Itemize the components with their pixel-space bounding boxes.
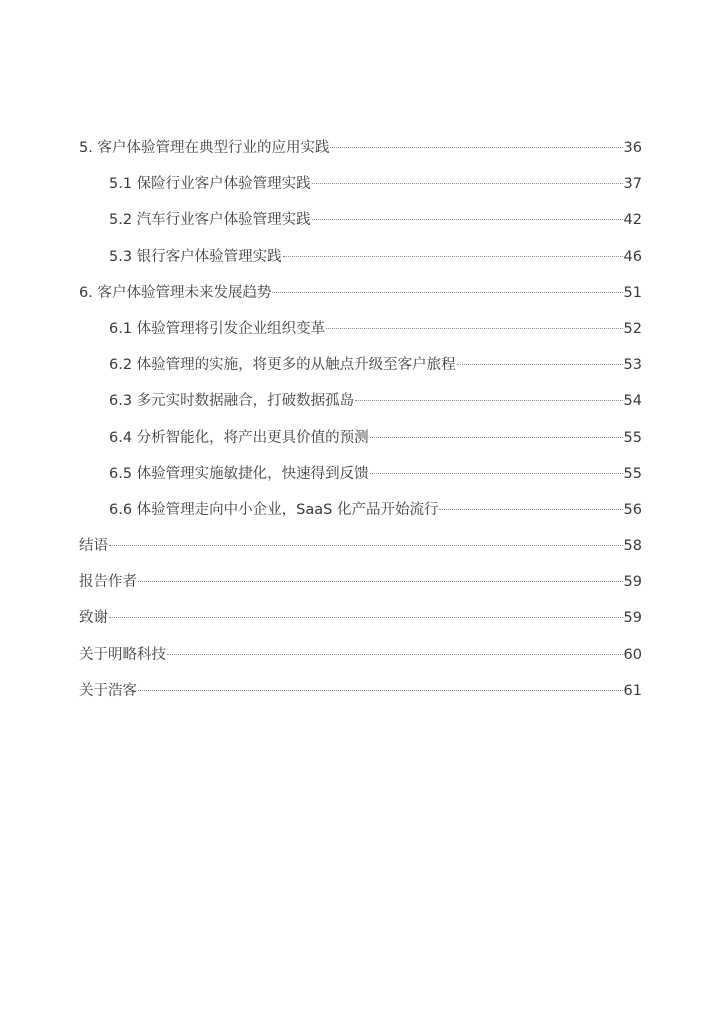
toc-entry-page: 58 xyxy=(623,538,642,555)
dot-leader xyxy=(326,328,622,329)
toc-entry-title: 6.2 体验管理的实施，将更多的从触点升级至客户旅程 xyxy=(109,357,456,374)
toc-entry-page: 52 xyxy=(623,320,642,337)
toc-entry-page: 60 xyxy=(623,646,642,663)
toc-entry-title: 5.2 汽车行业客户体验管理实践 xyxy=(109,212,311,229)
toc-entry-6-6[interactable] xyxy=(79,492,642,528)
dot-leader xyxy=(167,654,623,655)
toc-entry-title: 6.4 分析智能化，将产出更具价值的预测 xyxy=(109,429,369,446)
toc-entry-title: 致谢 xyxy=(79,610,108,627)
toc-entry-page: 55 xyxy=(623,429,642,446)
toc-entry-page: 59 xyxy=(623,574,642,591)
toc-entry-about-haoke[interactable] xyxy=(79,673,642,709)
dot-leader xyxy=(138,581,623,582)
dot-leader xyxy=(312,183,623,184)
dot-leader xyxy=(330,147,622,148)
toc-entry-about-minglue[interactable] xyxy=(79,637,642,673)
toc-entry-conclusion[interactable] xyxy=(79,528,642,564)
toc-entry-6-1[interactable] xyxy=(79,311,642,347)
dot-leader xyxy=(109,617,623,618)
toc-entry-acknowledgements[interactable] xyxy=(79,600,642,636)
dot-leader xyxy=(312,219,623,220)
toc-entry-title: 6.1 体验管理将引发企业组织变革 xyxy=(109,320,326,337)
toc-entry-title: 6.6 体验管理走向中小企业，SaaS 化产品开始流行 xyxy=(109,501,439,518)
toc-entry-title: 关于明略科技 xyxy=(79,646,166,663)
toc-entry-title: 5.3 银行客户体验管理实践 xyxy=(109,248,282,265)
dot-leader xyxy=(439,509,622,510)
toc-entry-page: 59 xyxy=(623,610,642,627)
toc-entry-page: 51 xyxy=(623,284,642,301)
dot-leader xyxy=(283,256,623,257)
dot-leader xyxy=(272,292,622,293)
dot-leader xyxy=(138,690,623,691)
toc-entry-title: 报告作者 xyxy=(79,574,137,591)
dot-leader xyxy=(109,545,623,546)
dot-leader xyxy=(355,400,622,401)
toc-entry-5-2[interactable] xyxy=(79,202,642,238)
toc-entry-title: 6. 客户体验管理未来发展趋势 xyxy=(79,284,272,301)
toc-entry-page: 56 xyxy=(623,501,642,518)
toc-entry-title: 5. 客户体验管理在典型行业的应用实践 xyxy=(79,140,330,156)
toc-entry-page: 46 xyxy=(623,248,642,265)
toc-entry-6-3[interactable] xyxy=(79,383,642,419)
toc-entry-6-5[interactable] xyxy=(79,456,642,492)
toc-entry-page: 53 xyxy=(623,357,642,374)
toc-entry-title: 结语 xyxy=(79,538,108,555)
toc-entry-page: 54 xyxy=(623,393,642,410)
toc-entry-title: 关于浩客 xyxy=(79,682,137,699)
dot-leader xyxy=(370,437,623,438)
toc-entry-page: 55 xyxy=(623,465,642,482)
toc-entry-6[interactable] xyxy=(79,275,642,311)
table-of-contents xyxy=(79,130,642,709)
toc-entry-5[interactable] xyxy=(79,130,642,166)
toc-entry-5-1[interactable] xyxy=(79,166,642,202)
toc-entry-6-4[interactable] xyxy=(79,420,642,456)
toc-entry-5-3[interactable] xyxy=(79,239,642,275)
toc-entry-authors[interactable] xyxy=(79,564,642,600)
toc-entry-title: 5.1 保险行业客户体验管理实践 xyxy=(109,176,311,193)
toc-entry-title: 6.3 多元实时数据融合，打破数据孤岛 xyxy=(109,393,355,410)
toc-entry-page: 61 xyxy=(623,682,642,699)
toc-entry-6-2[interactable] xyxy=(79,347,642,383)
toc-entry-page: 36 xyxy=(623,140,642,156)
toc-entry-page: 37 xyxy=(623,176,642,193)
toc-entry-title: 6.5 体验管理实施敏捷化，快速得到反馈 xyxy=(109,465,369,482)
dot-leader xyxy=(370,473,623,474)
toc-entry-page: 42 xyxy=(623,212,642,229)
dot-leader xyxy=(457,364,623,365)
